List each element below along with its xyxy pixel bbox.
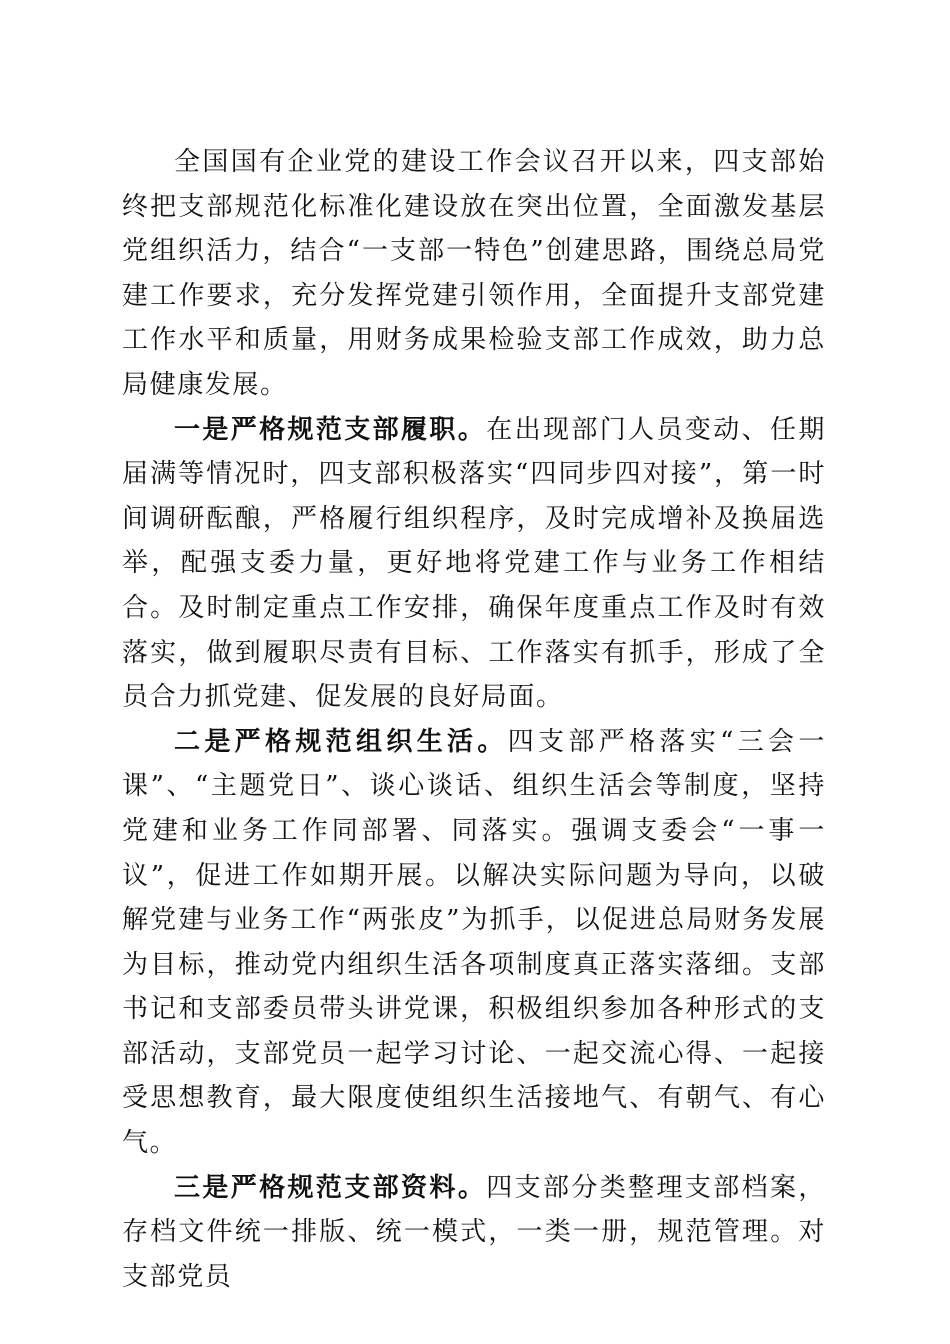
paragraph-point-three xyxy=(122,1166,826,1300)
paragraph-text: 四支部分类整理支部档案，存档文件统一排版、统一模式，一类一册，规范管理。对支部党员 xyxy=(122,1172,826,1292)
paragraph-point-two xyxy=(122,720,826,1166)
paragraph-lead: 三是严格规范支部资料。 xyxy=(174,1172,487,1203)
paragraph-text: 在出现部门人员变动、任期届满等情况时，四支部积极落实“四同步四对接”，第一时间调研酝酿，严格履行组织程序，及时完成增补及换届选举，配强支委力量，更好地将党建工作与业务工作相结合。及时制定重点工作安排，确保年度重点工作及时有效落实，做到履职尽责有目标、工作落实有抓手，形成了全员合力抓党建、促发展的良好局面。 xyxy=(122,414,826,713)
paragraph-intro xyxy=(122,140,826,408)
paragraph-text: 全国国有企业党的建设工作会议召开以来，四支部始终把支部规范化标准化建设放在突出位置，全面激发基层党组织活力，结合“一支部一特色”创建思路，围绕总局党建工作要求，充分发挥党建引领作用，全面提升支部党建工作水平和质量，用财务成果检验支部工作成效，助力总局健康发展。 xyxy=(122,147,826,400)
paragraph-lead: 二是严格规范组织生活。 xyxy=(174,726,508,757)
paragraph-lead: 一是严格规范支部履职。 xyxy=(174,414,487,445)
paragraph-point-one xyxy=(122,408,826,720)
document-body xyxy=(122,140,826,1299)
paragraph-text: 四支部严格落实“三会一课”、“主题党日”、谈心谈话、组织生活会等制度，坚持党建和业务工作同部署、同落实。强调支委会“一事一议”，促进工作如期开展。以解决实际问题为导向，以破解党建与业务工作“两张皮”为抓手，以促进总局财务发展为目标，推动党内组织生活各项制度真正落实落细。支部书记和支部委员带头讲党课，积极组织参加各种形式的支部活动，支部党员一起学习讨论、一起交流心得、一起接受思想教育，最大限度使组织生活接地气、有朝气、有心气。 xyxy=(122,726,826,1159)
